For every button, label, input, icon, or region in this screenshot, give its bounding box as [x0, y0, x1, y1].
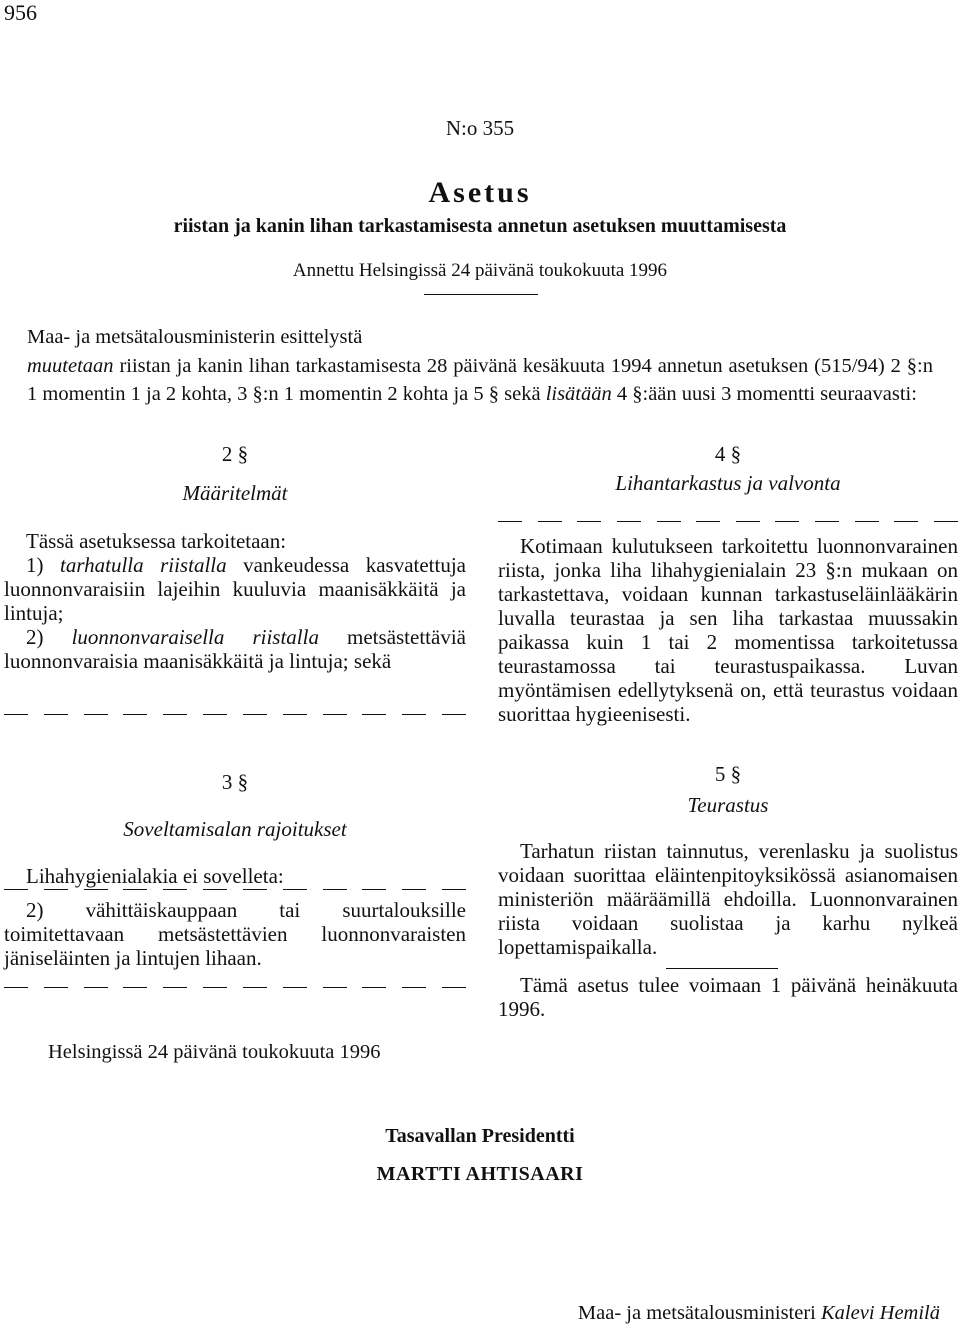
minister-name: Kalevi Hemilä [821, 1302, 940, 1324]
definition-item-2: 2) luonnonvaraisella riistalla metsästettäviä luonnonvaraisia maanisäkkäitä ja lintuja; sekä [4, 625, 466, 673]
defined-term: luonnonvaraisella riistalla [71, 625, 319, 649]
amend-text: riistan ja kanin lihan tarkastamisesta 28 päivänä kesäkuuta 1994 annetun asetuksen (515/94) 2 §:n 1 momentin 1 ja 2 kohta, 3 §:n 1 momentin 2 kohta ja 5 § sekä [27, 354, 933, 406]
keyword-amend: muutetaan [27, 354, 114, 377]
section-lead: Lihahygienialakia ei sovelleta: [26, 864, 284, 888]
document-number: N:o 355 [445, 116, 515, 140]
omission-dashes [498, 521, 958, 522]
section-number: 2 § [221, 442, 249, 466]
omission-dashes [4, 889, 466, 890]
section-heading: Määritelmät [182, 481, 288, 505]
title-divider [424, 294, 538, 295]
omission-dashes [4, 714, 466, 715]
president-title: Tasavallan Presidentti [385, 1125, 575, 1147]
minister-signature [500, 1301, 940, 1326]
minister-title: Maa- ja metsätalousministeri [577, 1302, 821, 1324]
definition-item-1: 1) tarhatulla riistalla vankeudessa kasvatettuja luonnonvaraisiin lajeihin kuuluvia maanisäkkäitä ja lintuja; [4, 553, 467, 625]
section-body [4, 529, 466, 673]
section-4 [498, 442, 958, 496]
closing-divider [666, 968, 778, 969]
section-number: 4 § [714, 442, 742, 466]
section-4-body: Kotimaan kulutukseen tarkoitettu luonnonvarainen riista, jonka liha lihahygienialain 23 §:n mukaan on tarkastettava, voidaan kunnan tarkastuseläinlääkärin luvalla teurastaa ja sen liha tarkastaa muussakin paikassa kuin 1 tai 2 momentissa tarkoitetussa teurastamossa tai teurastuspaikassa. Luvan myöntämisen edellytyksenä on, että teurastus voidaan suorittaa hygieenisesti. [498, 534, 958, 726]
section-5 [498, 762, 958, 959]
section-body: Tarhatun riistan tainnutus, verenlasku ja suolistus voidaan suorittaa eläintenpitoyksikössä asianomaisen ministeriön määräämillä ehdoilla. Luonnonvarainen riista voidaan suolistaa ja karhu nylkeä lopettamispaikalla. [498, 839, 958, 959]
issued-line: Annettu Helsingissä 24 päivänä toukokuuta 1996 [292, 260, 668, 281]
omission-dashes [4, 987, 466, 988]
section-number: 3 § [221, 770, 249, 794]
preamble-presenter: Maa- ja metsätalousministerin esittelystä [27, 326, 363, 348]
entry-into-force: Tämä asetus tulee voimaan 1 päivänä heinäkuuta 1996. [498, 973, 958, 1021]
document-subtitle: riistan ja kanin lihan tarkastamisesta annetun asetuksen muuttamisesta [173, 215, 787, 237]
keyword-add: lisätään [545, 383, 612, 406]
president-name: MARTTI AHTISAARI [376, 1163, 584, 1185]
section-heading: Soveltamisalan rajoitukset [123, 817, 347, 841]
section-3 [4, 770, 466, 888]
section-lead: Tässä asetuksessa tarkoitetaan: [26, 529, 287, 553]
preamble-body [27, 352, 933, 409]
document-title: Asetus [428, 176, 532, 209]
page-number: 956 [4, 0, 37, 25]
add-text: 4 §:ään uusi 3 momentti seuraavasti: [611, 383, 917, 406]
section-heading: Teurastus [687, 793, 769, 817]
section-3-item-2: 2) vähittäiskauppaan tai suurtalouksille toimitettavaan metsästettävien luonnonvaraisten jäniseläinten ja lintujen lihaan. [4, 898, 466, 970]
section-heading: Lihantarkastus ja valvonta [615, 471, 841, 495]
section-2 [4, 442, 466, 673]
preamble [27, 323, 933, 409]
defined-term: tarhatulla riistalla [59, 553, 227, 577]
section-number: 5 § [714, 762, 742, 786]
place-and-date: Helsingissä 24 päivänä toukokuuta 1996 [48, 1041, 381, 1063]
